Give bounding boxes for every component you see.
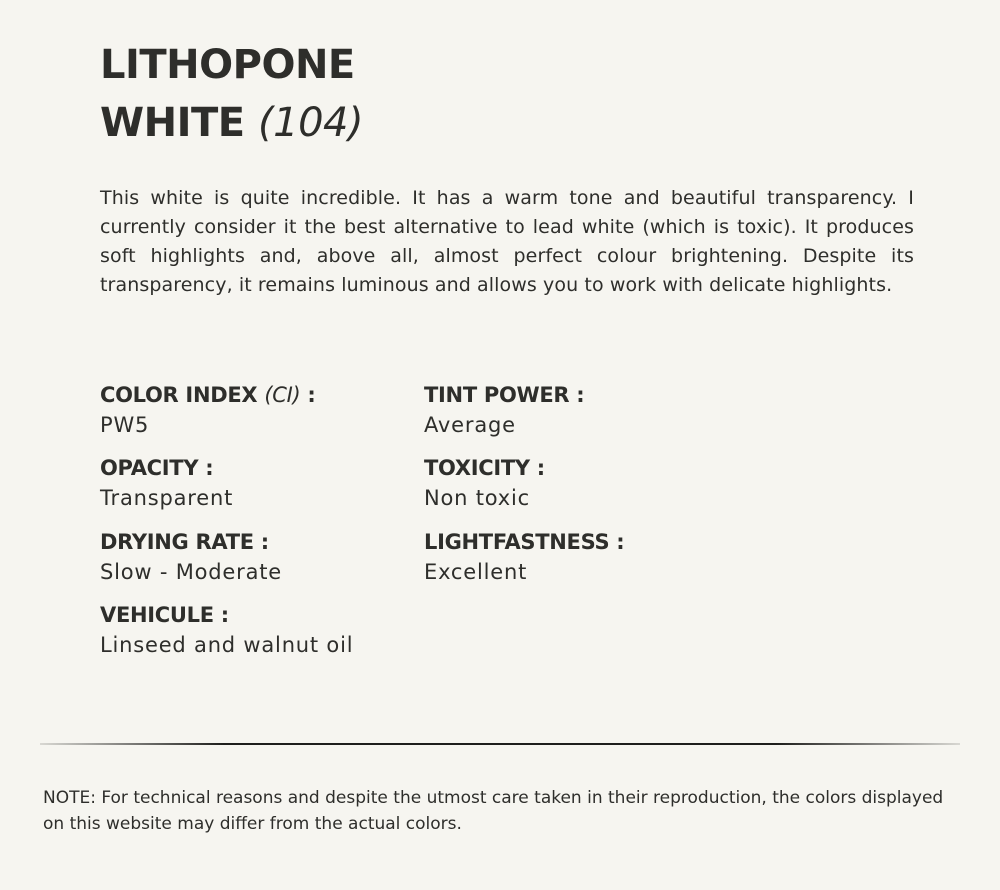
property-label [100,381,315,409]
opacity-value: Transparent [100,486,234,510]
opacity-label: OPACITY : [100,456,214,480]
property-lightfastness [424,528,624,588]
property-tint-power [424,381,584,441]
product-title [100,36,363,152]
property-opacity [100,454,233,514]
color-index-abbrev: (CI) [264,383,301,407]
title-line-1: LITHOPONE [100,42,355,88]
divider [40,743,960,745]
vehicule-value: Linseed and walnut oil [100,633,354,657]
product-code: (104) [258,100,364,146]
toxicity-value: Non toxic [424,486,530,510]
property-toxicity [424,454,545,514]
property-vehicule [100,601,353,661]
color-disclaimer-note: NOTE: For technical reasons and despite the utmost care taken in their reproduction, the colors displayed on this website may differ from the actual colors. [43,788,944,834]
vehicule-label: VEHICULE : [100,603,229,627]
title-line-2: WHITE [100,100,245,146]
lightfastness-value: Excellent [424,560,528,584]
color-index-label: COLOR INDEX [100,383,258,407]
tint-power-value: Average [424,413,516,437]
drying-rate-value: Slow - Moderate [100,560,282,584]
property-drying-rate [100,528,282,588]
lightfastness-label: LIGHTFASTNESS : [424,530,625,554]
toxicity-label: TOXICITY : [424,456,545,480]
drying-rate-label: DRYING RATE : [100,530,269,554]
tint-power-label: TINT POWER : [424,383,585,407]
color-index-colon: : [300,383,316,407]
property-color-index [100,381,315,441]
color-index-value: PW5 [100,413,150,437]
product-description: This white is quite incredible. It has a warm tone and beautiful transparency. I currently consider it the best alternative to lead white (which is toxic). It produces soft highlights and, above all, almost perfect colour brightening. Despite its transparency, it remains luminous and allows you to work with delicate highlights. [100,187,914,296]
